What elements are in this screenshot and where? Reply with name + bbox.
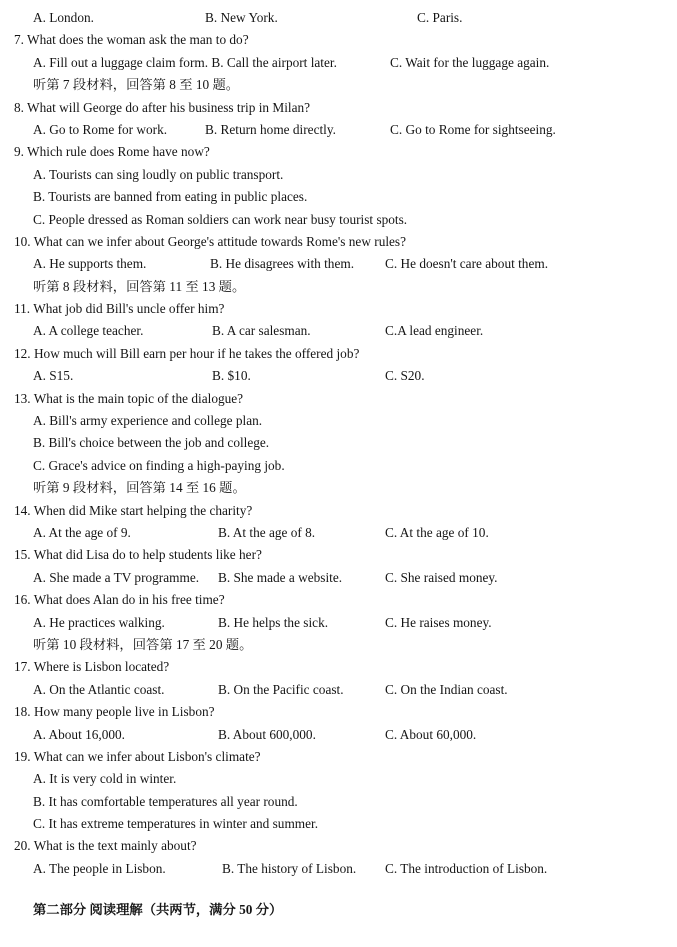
listening-instruction: 听第 10 段材料，回答第 17 至 20 题。 — [33, 636, 253, 652]
option-c: C. He raises money. — [385, 614, 492, 630]
question-line: 18. How many people live in Lisbon? — [14, 704, 215, 720]
section-heading: 第二部分 阅读理解（共两节，满分 50 分） — [33, 902, 283, 918]
option-row — [0, 679, 677, 701]
option-line: A. Bill's army experience and college plan. — [33, 413, 263, 429]
question-line: 17. Where is Lisbon located? — [14, 659, 170, 675]
option-c: C. Go to Rome for sightseeing. — [390, 121, 556, 137]
option-row — [0, 7, 677, 29]
option-row — [0, 119, 677, 141]
option-c: C. Wait for the luggage again. — [390, 54, 550, 70]
listening-instruction: 听第 9 段材料，回答第 14 至 16 题。 — [33, 480, 246, 496]
option-row — [0, 320, 677, 342]
option-c: C. Paris. — [417, 10, 463, 25]
question-line: 10. What can we infer about George's attitude towards Rome's new rules? — [14, 233, 407, 249]
option-row — [0, 724, 677, 746]
option-b: B. New York. — [205, 10, 278, 25]
option-b: B. The history of Lisbon. — [222, 860, 357, 876]
option-c: C. S20. — [385, 368, 425, 384]
option-a: A. She made a TV programme. — [33, 569, 200, 585]
option-row — [0, 858, 677, 880]
option-row — [0, 522, 677, 544]
option-c: C. On the Indian coast. — [385, 681, 508, 697]
option-c: C. At the age of 10. — [385, 524, 489, 540]
question-line: 12. How much will Bill earn per hour if he takes the offered job? — [14, 345, 360, 361]
option-line: C. People dressed as Roman soldiers can work near busy tourist spots. — [33, 211, 408, 227]
question-line: 20. What is the text mainly about? — [14, 838, 197, 854]
option-line: A. Tourists can sing loudly on public transport. — [33, 166, 284, 182]
option-a: A. The people in Lisbon. — [33, 860, 166, 876]
option-b: B. She made a website. — [218, 569, 343, 585]
option-b: B. He helps the sick. — [218, 614, 329, 630]
option-b: B. On the Pacific coast. — [218, 681, 344, 697]
question-line: 8. What will George do after his business trip in Milan? — [14, 99, 311, 115]
option-a: A. London. — [33, 10, 94, 25]
question-line: 15. What did Lisa do to help students like her? — [14, 547, 262, 563]
question-line: 14. When did Mike start helping the charity? — [14, 502, 253, 518]
option-b: B. He disagrees with them. — [210, 256, 355, 272]
option-c: C. About 60,000. — [385, 726, 477, 742]
option-a: A. He supports them. — [33, 256, 147, 272]
option-line: B. It has comfortable temperatures all year round. — [33, 793, 298, 809]
option-line: B. Tourists are banned from eating in public places. — [33, 189, 308, 205]
option-row — [0, 567, 677, 589]
option-a: A. At the age of 9. — [33, 524, 131, 540]
option-b: B. A car salesman. — [212, 323, 311, 339]
option-c: C.A lead engineer. — [385, 323, 484, 339]
option-c: C. She raised money. — [385, 569, 498, 585]
question-line: 11. What job did Bill's uncle offer him? — [14, 301, 225, 317]
option-row — [0, 365, 677, 387]
question-line: 19. What can we infer about Lisbon's climate? — [14, 748, 261, 764]
option-a: A. Go to Rome for work. — [33, 121, 168, 137]
option-a: A. On the Atlantic coast. — [33, 681, 165, 697]
option-a: A. A college teacher. — [33, 323, 144, 339]
option-line: C. Grace's advice on finding a high-paying job. — [33, 457, 285, 473]
option-row — [0, 253, 677, 275]
question-line: 16. What does Alan do in his free time? — [14, 592, 225, 608]
option-c: C. The introduction of Lisbon. — [385, 860, 548, 876]
option-a: A. About 16,000. — [33, 726, 125, 742]
question-line: 7. What does the woman ask the man to do? — [14, 32, 249, 48]
option-b: B. About 600,000. — [218, 726, 316, 742]
listening-instruction: 听第 7 段材料，回答第 8 至 10 题。 — [33, 77, 240, 93]
option-a-b: A. Fill out a luggage claim form. B. Call the airport later. — [33, 54, 337, 70]
option-c: C. He doesn't care about them. — [385, 256, 549, 272]
listening-instruction: 听第 8 段材料，回答第 11 至 13 题。 — [33, 278, 246, 294]
option-b: B. At the age of 8. — [218, 524, 316, 540]
question-line: 13. What is the main topic of the dialogue? — [14, 390, 244, 406]
option-b: B. $10. — [212, 368, 251, 384]
option-line: C. It has extreme temperatures in winter and summer. — [33, 816, 319, 832]
option-b: B. Return home directly. — [205, 121, 336, 137]
option-a: A. S15. — [33, 368, 74, 384]
option-line: A. It is very cold in winter. — [33, 771, 177, 787]
option-row — [0, 52, 677, 74]
question-line: 9. Which rule does Rome have now? — [14, 144, 210, 160]
option-line: B. Bill's choice between the job and college. — [33, 435, 270, 451]
option-a: A. He practices walking. — [33, 614, 165, 630]
option-row — [0, 612, 677, 634]
